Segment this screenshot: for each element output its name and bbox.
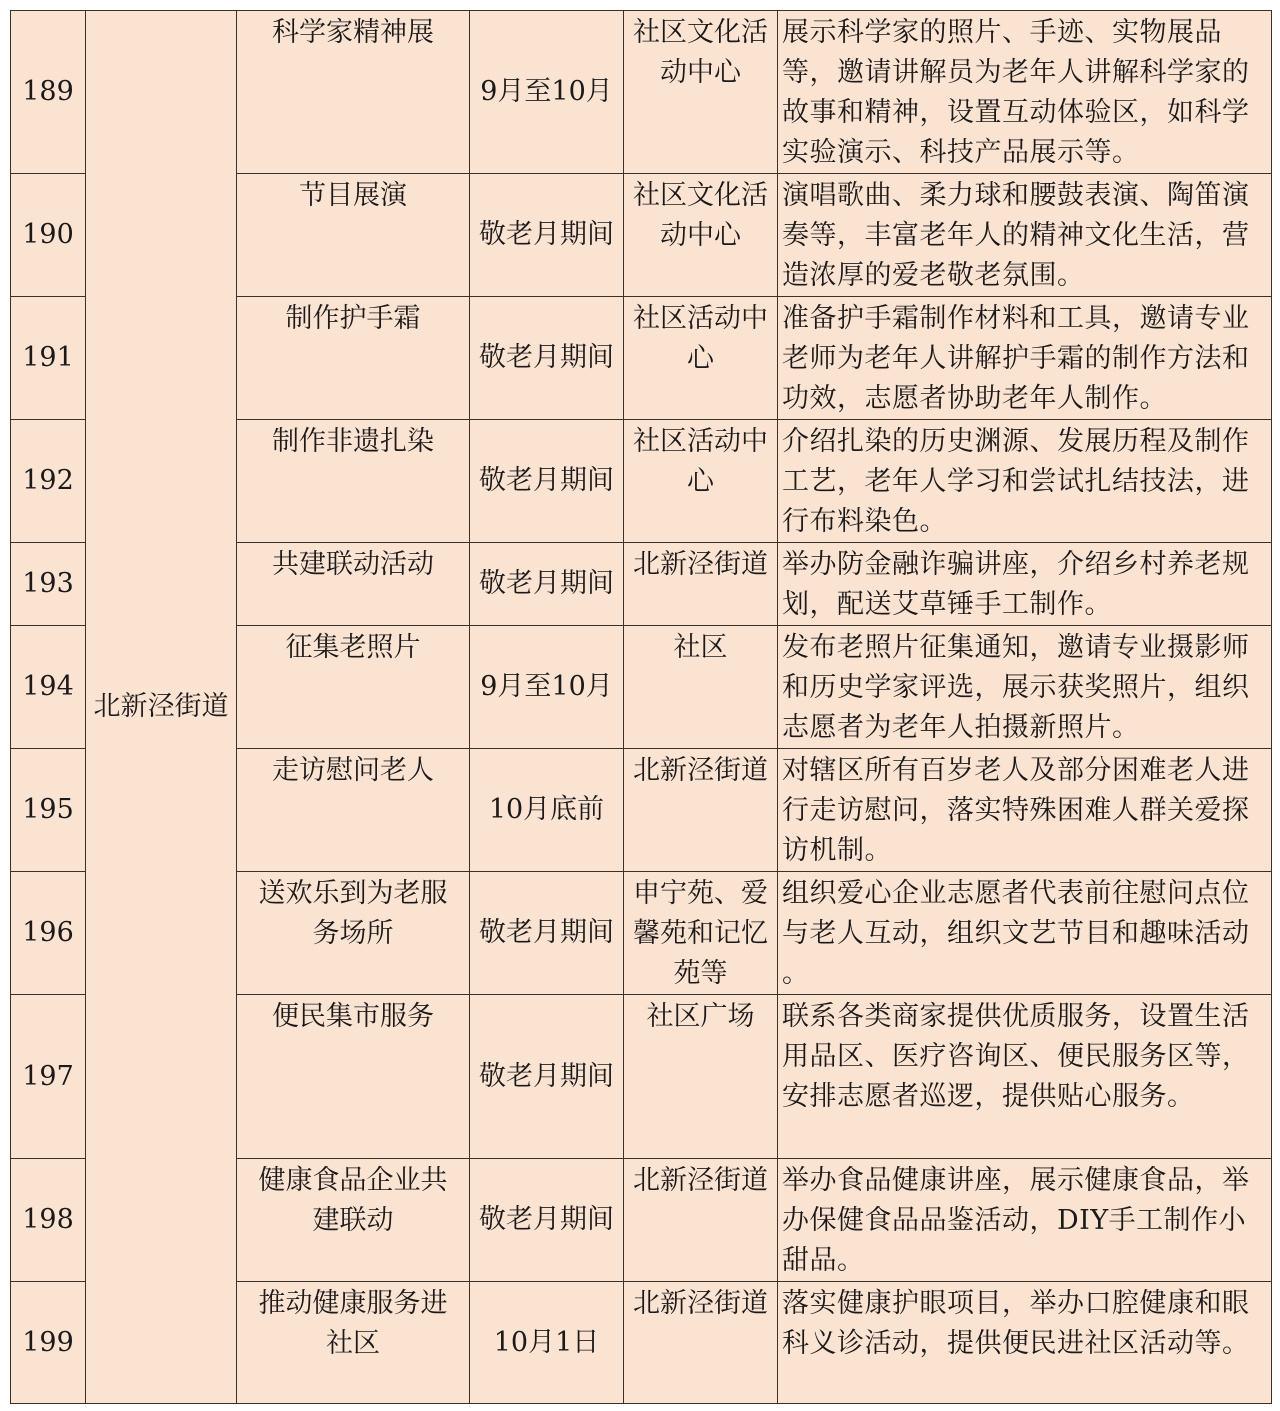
activity-time: 10月1日 <box>470 1282 624 1404</box>
row-number: 194 <box>11 626 86 749</box>
activity-time: 9月至10月 <box>470 626 624 749</box>
activity-name: 制作护手霜 <box>237 297 470 420</box>
activity-description: 演唱歌曲、柔力球和腰鼓表演、陶笛演 奏等，丰富老年人的精神文化生活，营 造浓厚的爱老敬老氛围。 <box>778 174 1272 297</box>
activity-description: 介绍扎染的历史渊源、发展历程及制作 工艺，老年人学习和尝试扎结技法，进 行布料染色。 <box>778 420 1272 543</box>
activity-name: 推动健康服务进 社区 <box>237 1282 470 1404</box>
activity-name: 节目展演 <box>237 174 470 297</box>
activity-location: 社区活动中 心 <box>624 297 778 420</box>
activity-location: 社区广场 <box>624 995 778 1159</box>
activity-time: 敬老月期间 <box>470 420 624 543</box>
activity-description: 举办食品健康讲座，展示健康食品，举 办保健食品品鉴活动，DIY手工制作小 甜品。 <box>778 1159 1272 1282</box>
activity-name: 送欢乐到为老服 务场所 <box>237 872 470 995</box>
row-number: 199 <box>11 1282 86 1404</box>
activity-location: 社区 <box>624 626 778 749</box>
activity-name: 科学家精神展 <box>237 11 470 174</box>
activity-time: 敬老月期间 <box>470 174 624 297</box>
row-number: 193 <box>11 543 86 626</box>
row-number: 198 <box>11 1159 86 1282</box>
activity-time: 9月至10月 <box>470 11 624 174</box>
activity-description: 落实健康护眼项目，举办口腔健康和眼 科义诊活动，提供便民进社区活动等。 <box>778 1282 1272 1404</box>
row-number: 191 <box>11 297 86 420</box>
activity-location: 社区活动中 心 <box>624 420 778 543</box>
activity-name: 便民集市服务 <box>237 995 470 1159</box>
activity-time: 敬老月期间 <box>470 1159 624 1282</box>
activity-description: 对辖区所有百岁老人及部分困难老人进 行走访慰问，落实特殊困难人群关爱探 访机制。 <box>778 749 1272 872</box>
row-number: 196 <box>11 872 86 995</box>
activity-time: 敬老月期间 <box>470 543 624 626</box>
activity-location: 北新泾街道 <box>624 749 778 872</box>
activity-name: 走访慰问老人 <box>237 749 470 872</box>
activity-name: 健康食品企业共 建联动 <box>237 1159 470 1282</box>
activity-location: 社区文化活 动中心 <box>624 11 778 174</box>
row-number: 192 <box>11 420 86 543</box>
activity-location: 北新泾街道 <box>624 543 778 626</box>
activity-time: 10月底前 <box>470 749 624 872</box>
activity-description: 展示科学家的照片、手迹、实物展品 等，邀请讲解员为老年人讲解科学家的 故事和精神，设置互动体验区，如科学 实验演示、科技产品展示等。 <box>778 11 1272 174</box>
activity-description: 举办防金融诈骗讲座，介绍乡村养老规 划，配送艾草锤手工制作。 <box>778 543 1272 626</box>
activity-name: 制作非遗扎染 <box>237 420 470 543</box>
activity-time: 敬老月期间 <box>470 297 624 420</box>
activity-table <box>10 10 1272 1404</box>
activity-location: 北新泾街道 <box>624 1159 778 1282</box>
activity-location: 北新泾街道 <box>624 1282 778 1404</box>
row-number: 195 <box>11 749 86 872</box>
activity-time: 敬老月期间 <box>470 995 624 1159</box>
activity-description: 联系各类商家提供优质服务，设置生活 用品区、医疗咨询区、便民服务区等， 安排志愿者巡逻，提供贴心服务。 <box>778 995 1272 1159</box>
activity-description: 准备护手霜制作材料和工具，邀请专业 老师为老年人讲解护手霜的制作方法和 功效，志愿者协助老年人制作。 <box>778 297 1272 420</box>
street-name-cell: 北新泾街道 <box>86 11 237 1404</box>
activity-description: 组织爱心企业志愿者代表前往慰问点位 与老人互动，组织文艺节目和趣味活动 。 <box>778 872 1272 995</box>
activity-location: 申宁苑、爱 馨苑和记忆 苑等 <box>624 872 778 995</box>
row-number: 189 <box>11 11 86 174</box>
activity-location: 社区文化活 动中心 <box>624 174 778 297</box>
activity-name: 征集老照片 <box>237 626 470 749</box>
table-row <box>11 11 1272 174</box>
activity-description: 发布老照片征集通知，邀请专业摄影师 和历史学家评选，展示获奖照片，组织 志愿者为老年人拍摄新照片。 <box>778 626 1272 749</box>
row-number: 197 <box>11 995 86 1159</box>
activity-name: 共建联动活动 <box>237 543 470 626</box>
activity-time: 敬老月期间 <box>470 872 624 995</box>
row-number: 190 <box>11 174 86 297</box>
